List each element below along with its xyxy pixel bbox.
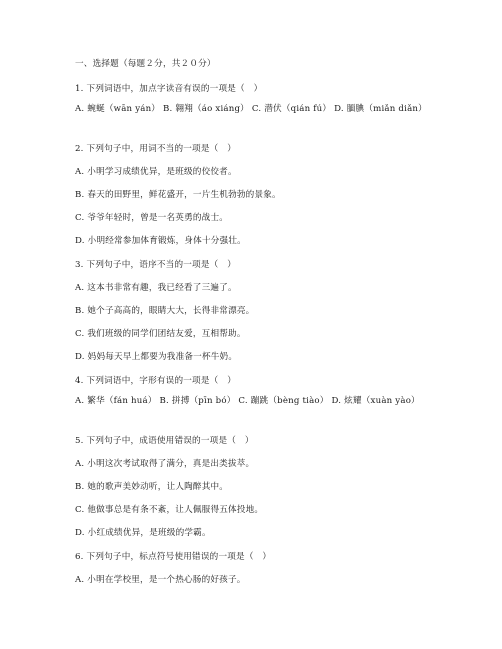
question-1-stem: 1. 下列词语中，加点字读音有误的一项是（ ） xyxy=(75,84,263,94)
question-5-stem: 5. 下列句子中，成语使用错误的一项是（ ） xyxy=(75,436,254,446)
question-4-options: A. 繁华（fán huá） B. 拼搏（pīn bó） C. 蹦跳（bèng tiào） D. 炫耀（xuàn yào） xyxy=(75,396,420,406)
question-2-option-a: A. 小明学习成绩优异，是班级的佼佼者。 xyxy=(75,167,237,177)
question-5-option-a: A. 小明这次考试取得了满分，真是出类拔萃。 xyxy=(75,459,255,469)
question-2-stem: 2. 下列句子中，用词不当的一项是（ ） xyxy=(75,144,237,154)
section-heading: 一、选择题（每题２分，共２０分） xyxy=(75,59,216,69)
question-5-option-d: D. 小红成绩优异，是班级的学霸。 xyxy=(75,528,211,538)
question-2-option-b: B. 春天的田野里，鲜花盛开，一片生机勃勃的景象。 xyxy=(75,190,281,200)
question-5-option-b: B. 她的歌声美妙动听，让人陶醉其中。 xyxy=(75,482,229,492)
question-2-option-c: C. 爷爷年轻时，曾是一名英勇的战士。 xyxy=(75,213,229,223)
question-1-options: A. 蜿蜒（wān yán） B. 翱翔（áo xiáng） C. 潜伏（qián fú） D. 腼腆（miǎn diǎn） xyxy=(75,104,427,114)
question-6-stem: 6. 下列句子中，标点符号使用错误的一项是（ ） xyxy=(75,552,272,562)
question-6-option-a: A. 小明在学校里，是一个热心肠的好孩子。 xyxy=(75,575,246,585)
question-3-option-c: C. 我们班级的同学们团结友爱，互相帮助。 xyxy=(75,329,246,339)
question-2-option-d: D. 小明经常参加体育锻炼，身体十分强壮。 xyxy=(75,236,246,246)
question-5-option-c: C. 他做事总是有条不紊，让人佩服得五体投地。 xyxy=(75,505,264,515)
question-3-stem: 3. 下列句子中，语序不当的一项是（ ） xyxy=(75,260,237,270)
question-3-option-d: D. 妈妈每天早上都要为我准备一杯牛奶。 xyxy=(75,352,238,362)
question-3-option-b: B. 她个子高高的，眼睛大大，长得非常漂亮。 xyxy=(75,306,255,316)
question-4-stem: 4. 下列词语中，字形有误的一项是（ ） xyxy=(75,376,237,386)
question-3-option-a: A. 这本书非常有趣，我已经看了三遍了。 xyxy=(75,283,237,293)
